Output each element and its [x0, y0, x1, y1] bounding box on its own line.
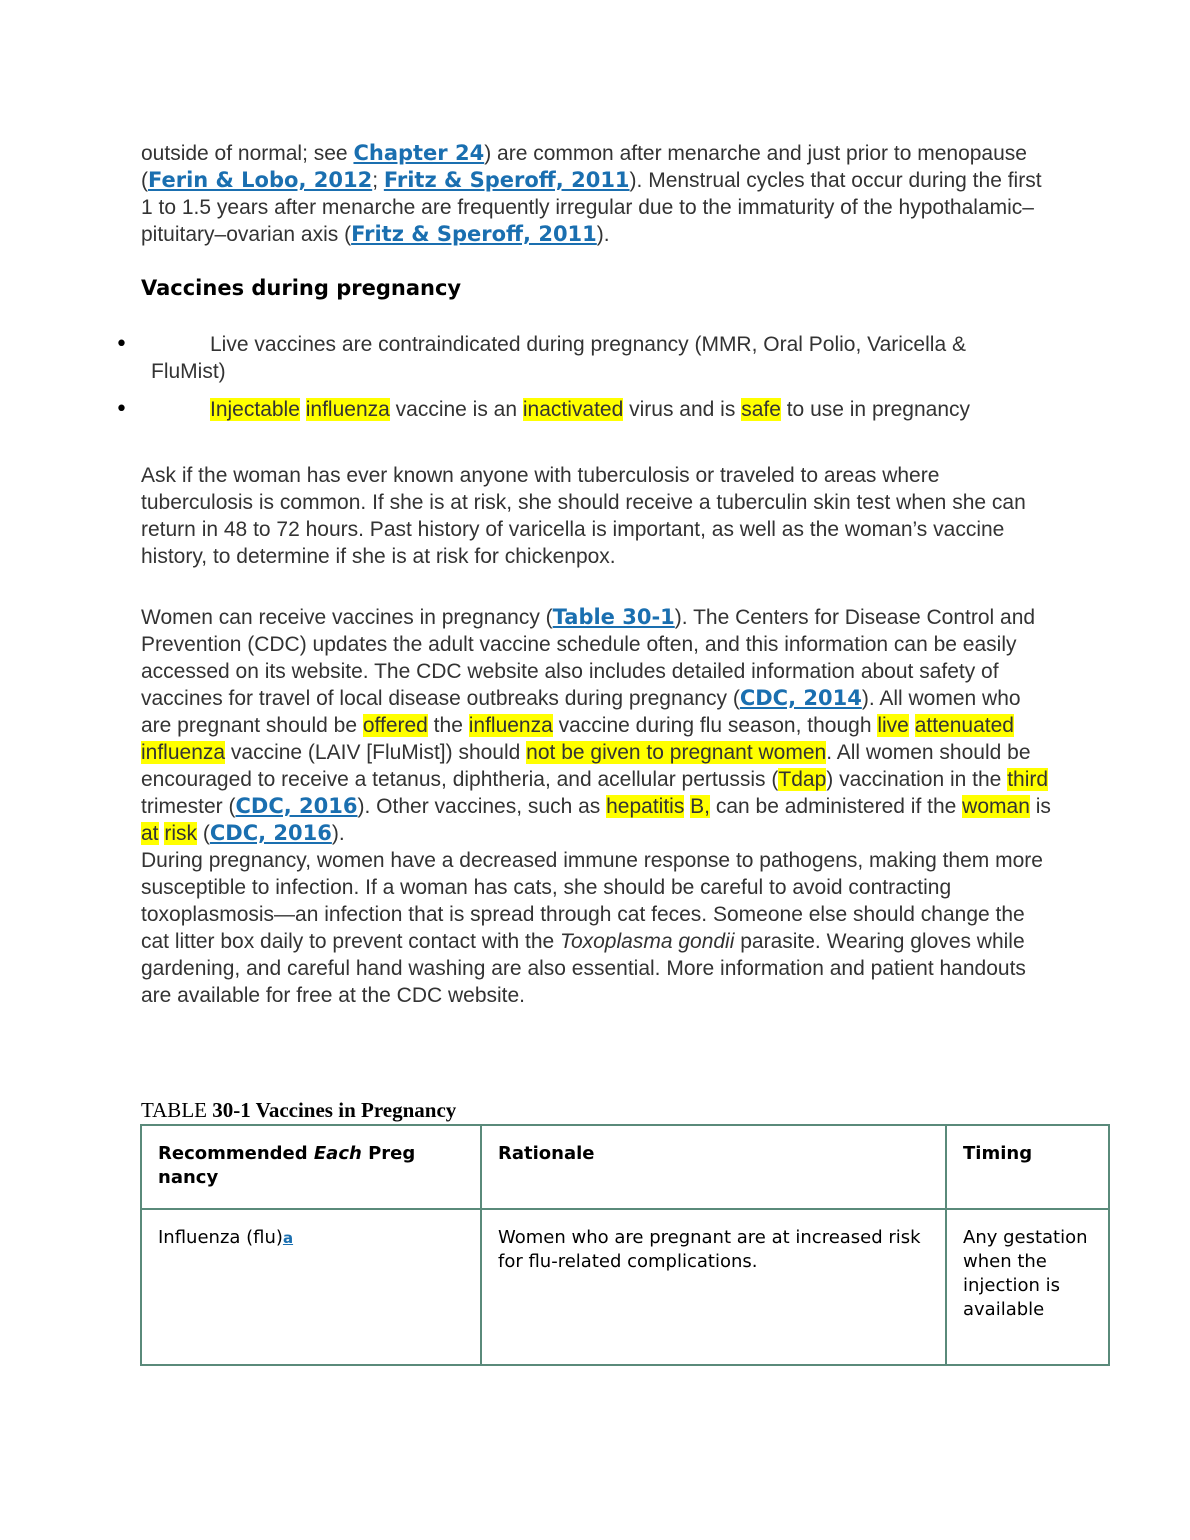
footnote-a-link[interactable]: a: [282, 1229, 294, 1247]
bullet-dot-icon: •: [115, 397, 128, 422]
table-30-1-link[interactable]: Table 30-1: [552, 605, 675, 629]
vaccines-paragraph: Women can receive vaccines in pregnancy (Table 30-1). The Centers for Disease Control and Prevention (CDC) updates the adult vaccine schedule often, and this information can be easily accessed on its website. The CDC website also includes detailed information about safety of vaccines for travel of local disease outbreaks during pregnancy (CDC, 2014). All women who are pregnant should be offered the influenza vaccine during flu season, though live attenuated influenza vaccine (LAIV [FluMist]) should not be given to pregnant women. All women should be encouraged to receive a tetanus, diphtheria, and acellular pertussis (Tdap) vaccination in the third trimester (CDC, 2016). Other vaccines, such as hepatitis B, can be administered if the woman is at risk (CDC, 2016). During pregnancy, women have a decreased immune response to pathogens, making them more susceptible to infection. If a woman has cats, she should be careful to avoid contracting toxoplasmosis—an infection that is spread through cat feces. Someone else should change the cat litter box daily to prevent contact with the Toxoplasma gondii parasite. Wearing gloves while gardening, and careful hand washing are also essential. More information and patient handouts are available for free at the CDC website.: [141, 605, 1051, 1007]
cdc-2016-link-1[interactable]: CDC, 2016: [235, 794, 358, 818]
vaccines-table: [140, 1124, 1110, 1366]
table-caption: TABLE 30-1 Vaccines in Pregnancy: [141, 1098, 457, 1122]
cell-rationale: Women who are pregnant are at increased risk for flu-related complications.: [481, 1209, 946, 1365]
bullet-dot-icon: •: [115, 332, 128, 357]
cell-vaccine: Influenza (flu)a: [141, 1209, 481, 1365]
section-heading: Vaccines during pregnancy: [141, 276, 462, 300]
bullet-text: Live vaccines are contraindicated during pregnancy (MMR, Oral Polio, Varicella & FluMist): [151, 333, 966, 383]
bullet-text: Injectable influenza vaccine is an inactivated virus and is safe to use in pregnancy: [210, 398, 971, 421]
fritz-speroff-link-1[interactable]: Fritz & Speroff, 2011: [383, 168, 630, 192]
chapter-24-link[interactable]: Chapter 24: [353, 141, 485, 165]
intro-paragraph: outside of normal; see Chapter 24) are common after menarche and just prior to menopause (Ferin & Lobo, 2012; Fritz & Speroff, 2011). Menstrual cycles that occur during the first 1 to 1.5 years after menarche are frequently irregular due to the immaturity of the hypothalamic–pituitary–ovarian axis (Fritz & Speroff, 2011).: [141, 141, 1042, 246]
table-header-row: [141, 1125, 1109, 1209]
cdc-2016-link-2[interactable]: CDC, 2016: [209, 821, 332, 845]
tuberculosis-paragraph: Ask if the woman has ever known anyone with tuberculosis or traveled to areas where tuberculosis is common. If she is at risk, she should receive a tuberculin skin test when she can return in 48 to 72 hours. Past history of varicella is important, as well as the woman’s vaccine history, to determine if she is at risk for chickenpox.: [141, 464, 1026, 568]
header-recommended: Recommended Each Preg nancy: [141, 1125, 481, 1209]
cdc-2014-link[interactable]: CDC, 2014: [739, 686, 862, 710]
cell-timing: Any gestation when the injection is available: [946, 1209, 1109, 1365]
header-rationale: Rationale: [481, 1125, 946, 1209]
ferin-lobo-link[interactable]: Ferin & Lobo, 2012: [148, 168, 373, 192]
fritz-speroff-link-2[interactable]: Fritz & Speroff, 2011: [351, 222, 597, 246]
table-row: [141, 1209, 1109, 1365]
header-timing: Timing: [946, 1125, 1109, 1209]
